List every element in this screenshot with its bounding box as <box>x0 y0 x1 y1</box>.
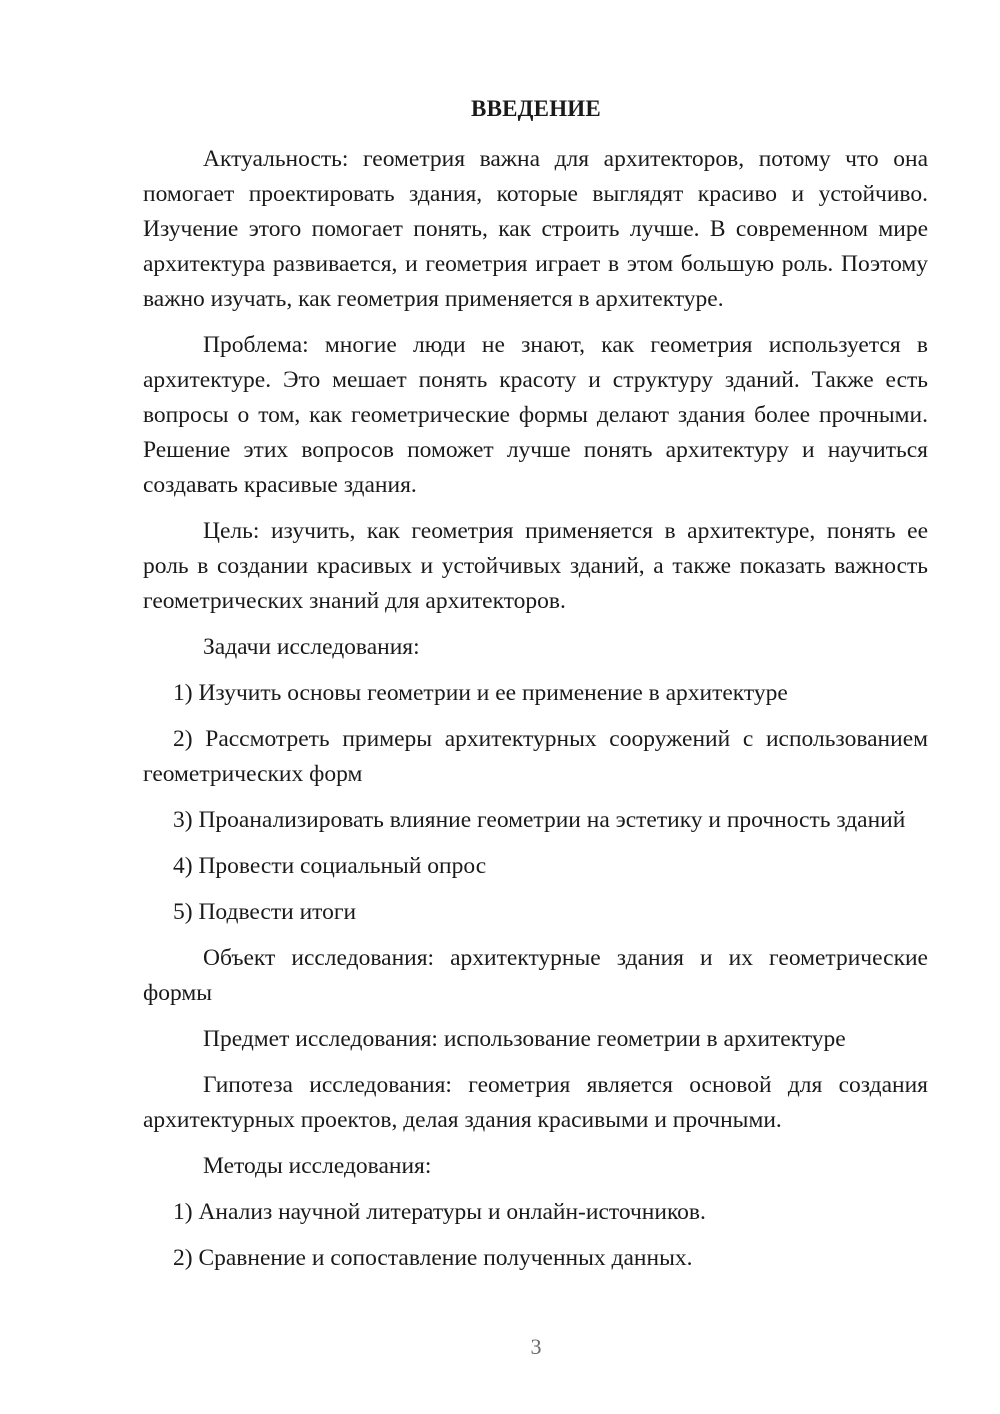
object-paragraph: Объект исследования: архитектурные здания и их геометрические формы <box>143 945 928 1006</box>
task-item: 1) Изучить основы геометрии и ее применение в архитектуре <box>173 680 788 706</box>
body-text <box>143 142 928 1287</box>
task-item: 5) Подвести итоги <box>173 899 357 925</box>
method-item: 2) Сравнение и сопоставление полученных данных. <box>173 1245 693 1271</box>
goal-paragraph: Цель: изучить, как геометрия применяется в архитектуре, понять ее роль в создании красивых и устойчивых зданий, а также показать важность геометрических знаний для архитекторов. <box>143 518 928 614</box>
relevance-paragraph: Актуальность: геометрия важна для архитекторов, потому что она помогает проектировать здания, которые выглядят красиво и устойчиво. Изучение этого помогает понять, как строить лучше. В современном мире архитектура развивается, и геометрия играет в этом большую роль. Поэтому важно изучать, как геометрия применяется в архитектуре. <box>143 146 928 312</box>
hypothesis-paragraph: Гипотеза исследования: геометрия является основой для создания архитектурных проектов, делая здания красивыми и прочными. <box>143 1072 928 1133</box>
page-number: 3 <box>530 1334 542 1359</box>
method-item: 1) Анализ научной литературы и онлайн-источников. <box>173 1199 706 1225</box>
subject-paragraph: Предмет исследования: использование геометрии в архитектуре <box>203 1026 846 1052</box>
methods-heading: Методы исследования: <box>203 1153 432 1179</box>
task-item: 3) Проанализировать влияние геометрии на эстетику и прочность зданий <box>173 807 906 833</box>
task-item: 4) Провести социальный опрос <box>173 853 487 879</box>
task-item: 2) Рассмотреть примеры архитектурных сооружений с использованием геометрических форм <box>143 726 928 787</box>
tasks-heading: Задачи исследования: <box>203 634 420 660</box>
section-title: ВВЕДЕНИЕ <box>471 96 601 121</box>
problem-paragraph: Проблема: многие люди не знают, как геометрия используется в архитектуре. Это мешает понять красоту и структуру зданий. Также есть вопросы о том, как геометрические формы делают здания более прочными. Решение этих вопросов поможет лучше понять архитектуру и научиться создавать красивые здания. <box>143 332 928 498</box>
